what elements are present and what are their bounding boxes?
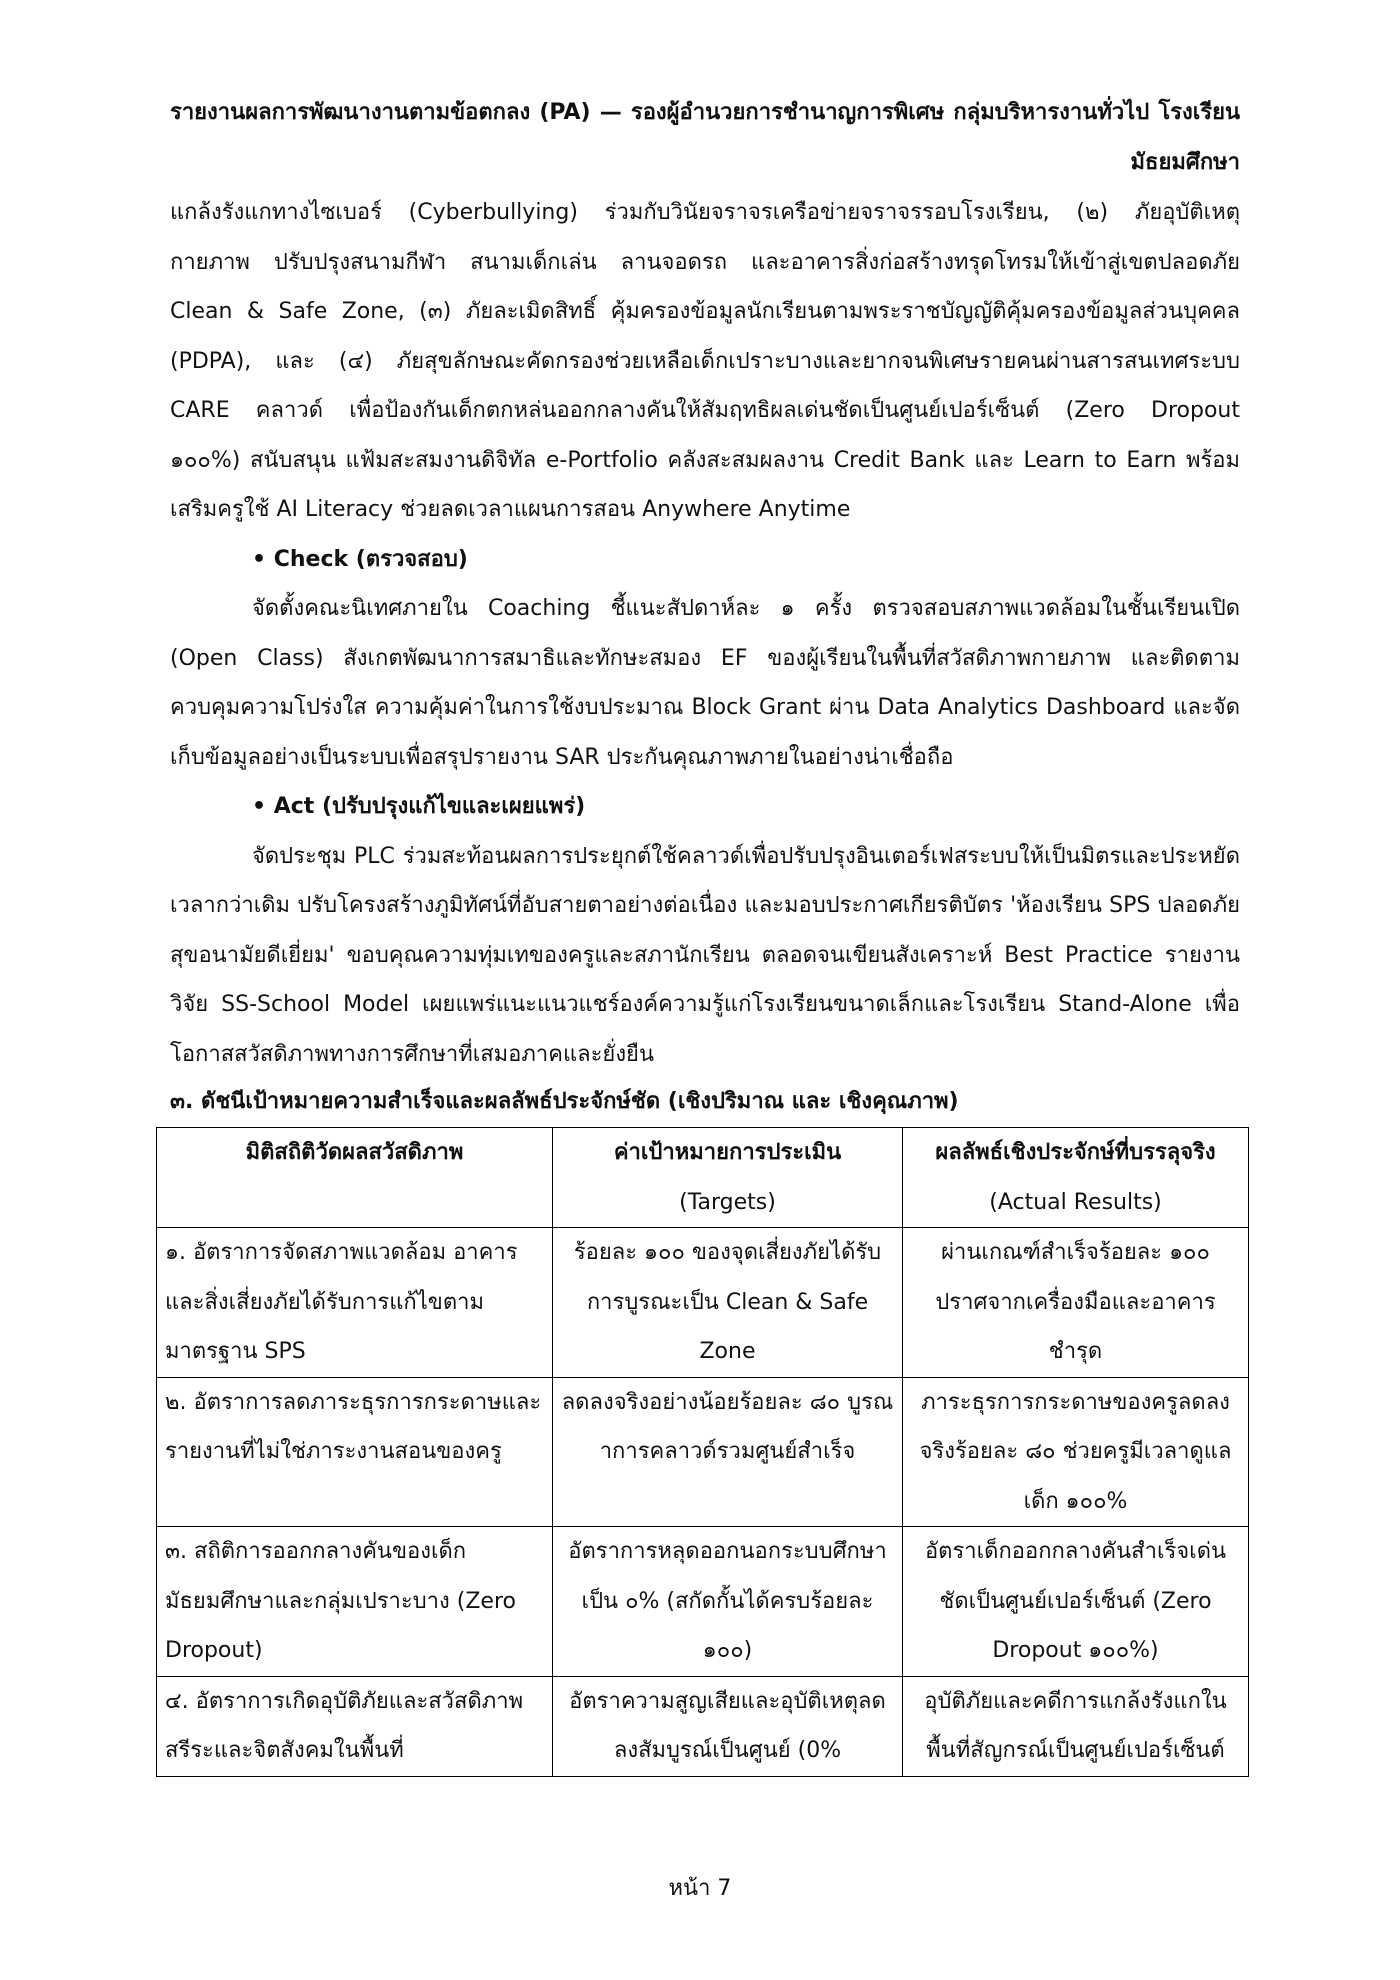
page-header: รายงานผลการพัฒนางานตามข้อตกลง (PA) — รองผู้อำนวยการชำนาญการพิเศษ กลุ่มบริหารงานทั่วไป โรงเรียนมัธยมศึกษา xyxy=(170,100,1240,175)
table-cell-dimension: ๔. อัตราการเกิดอุบัติภัยและสวัสดิภาพสรีระและจิตสังคมในพื้นที่ xyxy=(157,1676,553,1776)
table-cell-target: ลดลงจริงอย่างน้อยร้อยละ ๘๐ บูรณาการคลาวด์รวมศูนย์สำเร็จ xyxy=(553,1377,903,1527)
table-cell-target: อัตราความสูญเสียและอุบัติเหตุลดลงสัมบูรณ์เป็นศูนย์ (0% xyxy=(553,1676,903,1776)
paragraph-check: จัดตั้งคณะนิเทศภายใน Coaching ชี้แนะสัปดาห์ละ ๑ ครั้ง ตรวจสอบสภาพแวดล้อมในชั้นเรียนเปิด (Open Class) สังเกตพัฒนาการสมาธิและทักษะสมอง EF ของผู้เรียนในพื้นที่สวัสดิภาพกายภาพ และติดตามควบคุมความโปร่งใส ความคุ้มค่าในการใช้งบประมาณ Block Grant ผ่าน Data Analytics Dashboard และจัดเก็บข้อมูลอย่างเป็นระบบเพื่อสรุปรายงาน SAR ประกันคุณภาพภายในอย่างน่าเชื่อถือ xyxy=(170,596,1240,770)
check-heading: • Check (ตรวจสอบ) xyxy=(252,546,468,572)
header-results xyxy=(903,1128,1249,1228)
table-row xyxy=(157,1377,1249,1527)
table-cell-result: ผ่านเกณฑ์สำเร็จร้อยละ ๑๐๐ ปราศจากเครื่องมือและอาคารชำรุด xyxy=(903,1228,1249,1378)
header-targets-label: ค่าเป้าหมายการประเมิน xyxy=(613,1140,842,1165)
table-cell-dimension: ๓. สถิติการออกกลางคันของเด็กมัธยมศึกษาและกลุ่มเปราะบาง (Zero Dropout) xyxy=(157,1527,553,1677)
header-results-label: ผลลัพธ์เชิงประจักษ์ที่บรรลุจริง xyxy=(935,1140,1216,1165)
document-page xyxy=(165,88,1240,1777)
table-header-row xyxy=(157,1128,1249,1228)
table-cell-target: ร้อยละ ๑๐๐ ของจุดเสี่ยงภัยได้รับการบูรณะเป็น Clean & Safe Zone xyxy=(553,1228,903,1378)
page-number: หน้า 7 xyxy=(668,1876,732,1901)
table-row xyxy=(157,1676,1249,1776)
header-results-sub: (Actual Results) xyxy=(989,1189,1162,1215)
header-targets-sub: (Targets) xyxy=(679,1189,776,1215)
section-3-heading: ๓. ดัชนีเป้าหมายความสำเร็จและผลลัพธ์ประจักษ์ชัด (เชิงปริมาณ และ เชิงคุณภาพ) xyxy=(170,1089,959,1114)
header-targets xyxy=(553,1128,903,1228)
table-row xyxy=(157,1527,1249,1677)
table-cell-result: อุบัติภัยและคดีการแกล้งรังแกในพื้นที่สัญกรณ์เป็นศูนย์เปอร์เซ็นต์ xyxy=(903,1676,1249,1776)
header-dimension xyxy=(157,1128,553,1228)
paragraph-act: จัดประชุม PLC ร่วมสะท้อนผลการประยุกต์ใช้คลาวด์เพื่อปรับปรุงอินเตอร์เฟสระบบให้เป็นมิตรและประหยัดเวลากว่าเดิม ปรับโครงสร้างภูมิทัศน์ที่อับสายตาอย่างต่อเนื่อง และมอบประกาศเกียรติบัตร 'ห้องเรียน SPS ปลอดภัยสุขอนามัยดีเยี่ยม' ขอบคุณความทุ่มเทของครูและสภานักเรียน ตลอดจนเขียนสังเคราะห์ Best Practice รายงานวิจัย SS-School Model เผยแพร่แนะแนวแชร์องค์ความรู้แก่โรงเรียนขนาดเล็กและโรงเรียน Stand-Alone เพื่อโอกาสสวัสดิภาพทางการศึกษาที่เสมอภาคและยั่งยืน xyxy=(170,843,1240,1067)
header-dimension-label: มิติสถิติวัดผลสวัสดิภาพ xyxy=(245,1140,464,1165)
paragraph-do-continued: แกล้งรังแกทางไซเบอร์ (Cyberbullying) ร่วมกับวินัยจราจรเครือข่ายจราจรรอบโรงเรียน, (๒) ภัยอุบัติเหตุกายภาพ ปรับปรุงสนามกีฬา สนามเด็กเล่น ลานจอดรถ และอาคารสิ่งก่อสร้างทรุดโทรมให้เข้าสู่เขตปลอดภัย Clean & Safe Zone, (๓) ภัยละเมิดสิทธิ์ คุ้มครองข้อมูลนักเรียนตามพระราชบัญญัติคุ้มครองข้อมูลส่วนบุคคล (PDPA), และ (๔) ภัยสุขลักษณะคัดกรองช่วยเหลือเด็กเปราะบางและยากจนพิเศษรายคนผ่านสารสนเทศระบบ CARE คลาวด์ เพื่อป้องกันเด็กตกหล่นออกกลางคันให้สัมฤทธิผลเด่นชัดเป็นศูนย์เปอร์เซ็นต์ (Zero Dropout ๑๐๐%) สนับสนุน แฟ้มสะสมงานดิจิทัล e-Portfolio คลังสะสมผลงาน Credit Bank และ Learn to Earn พร้อมเสริมครูใช้ AI Literacy ช่วยลดเวลาแผนการสอน Anywhere Anytime xyxy=(170,200,1240,522)
header-dimension-sub xyxy=(165,1178,544,1228)
table-cell-dimension: ๑. อัตราการจัดสภาพแวดล้อม อาคาร และสิ่งเสี่ยงภัยได้รับการแก้ไขตามมาตรฐาน SPS xyxy=(157,1228,553,1378)
table-cell-dimension: ๒. อัตราการลดภาระธุรการกระดาษและรายงานที่ไม่ใช่ภาระงานสอนของครู xyxy=(157,1377,553,1527)
kpi-table xyxy=(156,1127,1249,1777)
table-row xyxy=(157,1228,1249,1378)
act-heading: • Act (ปรับปรุงแก้ไขและเผยแพร่) xyxy=(252,794,586,819)
table-cell-result: ภาระธุรการกระดาษของครูลดลงจริงร้อยละ ๘๐ ช่วยครูมีเวลาดูแลเด็ก ๑๐๐% xyxy=(903,1377,1249,1527)
table-cell-result: อัตราเด็กออกกลางคันสำเร็จเด่นชัดเป็นศูนย์เปอร์เซ็นต์ (Zero Dropout ๑๐๐%) xyxy=(903,1527,1249,1677)
table-cell-target: อัตราการหลุดออกนอกระบบศึกษาเป็น ๐% (สกัดกั้นได้ครบร้อยละ ๑๐๐) xyxy=(553,1527,903,1677)
